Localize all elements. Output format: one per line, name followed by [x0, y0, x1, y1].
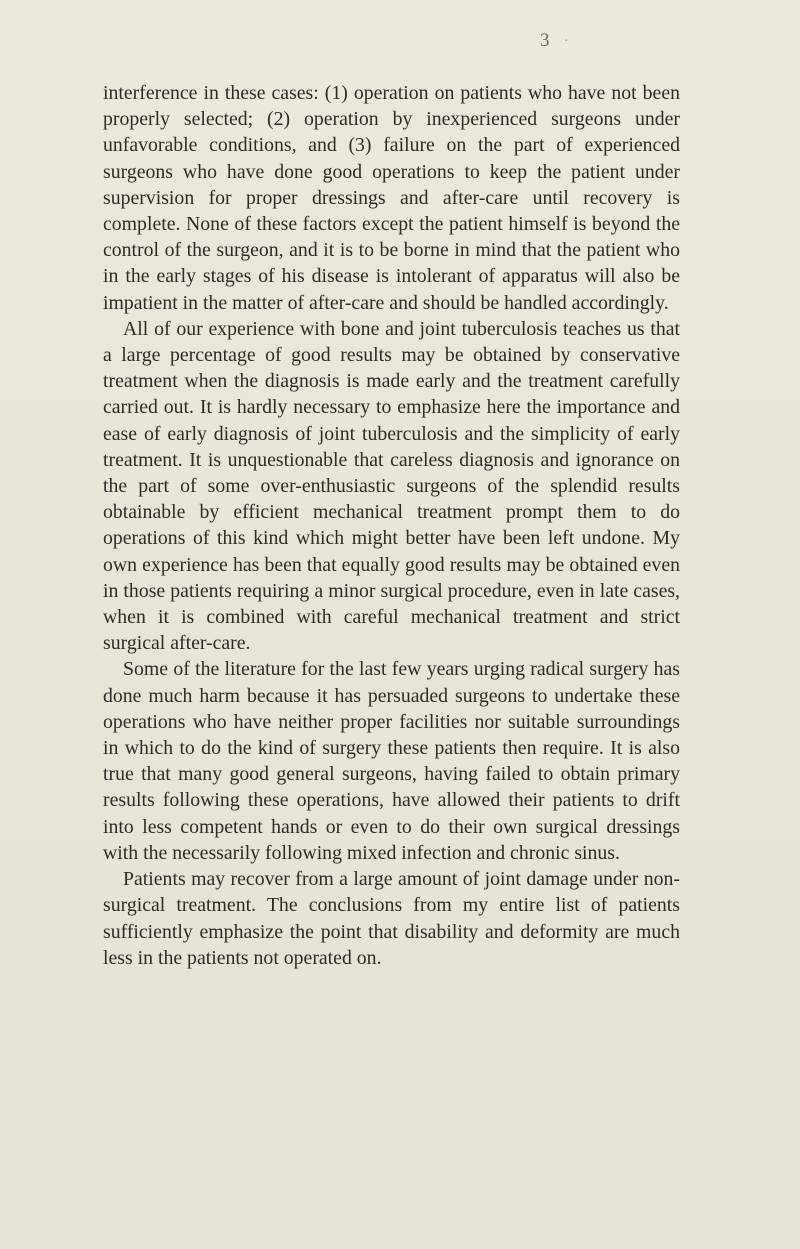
- page-mark: ·: [564, 34, 569, 49]
- paragraph-2: All of our experience with bone and joint tuberculosis teaches us that a large percentage of good results may be obtained by conservative treatment when the diagnosis is made early and the treatment carefully carried out. It is hardly necessary to emphasize here the importance and ease of early diagnosis of joint tuberculosis and the simplicity of early treatment. It is unquestionable that careless diagnosis and ignorance on the part of some over-enthusiastic surgeons of the splendid results obtainable by efficient mechanical treatment prompt them to do operations of this kind which might better have been left undone. My own experience has been that equally good results may be obtained even in those patients requiring a minor surgical procedure, even in late cases, when it is combined with careful mechanical treatment and strict surgical after-care.: [103, 317, 680, 655]
- body-text: [103, 80, 680, 971]
- paragraph-3: Some of the literature for the last few years urging radical surgery has done much harm because it has persuaded surgeons to undertake these operations who have neither proper facilities nor suitable surroundings in which to do the kind of surgery these patients then require. It is also true that many good general surgeons, having failed to obtain primary results following these operations, have allowed their patients to drift into less competent hands or even to do their own surgical dressings with the necessarily following mixed infection and chronic sinus.: [103, 658, 680, 864]
- paragraph-1: interference in these cases: (1) operation on patients who have not been properly selected; (2) operation by inexperienced surgeons under unfavorable conditions, and (3) failure on the part of experienced surgeons who have done good operations to keep the patient under supervision for proper dressings and after-care until recovery is complete. None of these factors except the patient himself is beyond the control of the surgeon, and it is to be borne in mind that the patient who in the early stages of his disease is intolerant of apparatus will also be impatient in the matter of after-care and should be handled accordingly.: [103, 82, 680, 314]
- paragraph-4: Patients may recover from a large amount of joint damage under non-surgical treatment. The conclusions from my entire list of patients sufficiently emphasize the point that disability and deformity are much less in the patients not operated on.: [103, 868, 680, 969]
- page-number: 3: [540, 30, 550, 51]
